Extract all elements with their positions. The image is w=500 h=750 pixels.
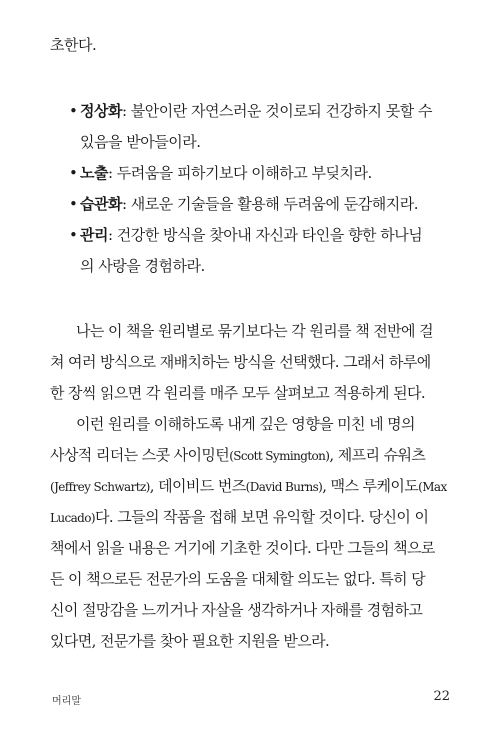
- paragraph-line: 든 이 책으로든 전문가의 도움을 대체할 의도는 없다. 특히 당: [50, 570, 426, 588]
- paragraph-line: 책에서 읽을 내용은 거기에 기초한 것이다. 다만 그들의 책으로: [50, 539, 435, 557]
- paragraph-line: 쳐 여러 방식으로 재배치하는 방식을 선택했다. 그래서 하루에: [50, 353, 431, 371]
- paragraph-line: Lucado)다. 그들의 작품을 접해 보면 유익할 것이다. 당신이 이: [50, 508, 429, 526]
- principle-text: : 건강한 방식을 찾아내 자신과 타인을 향한 하나님: [107, 226, 423, 244]
- list-item: [50, 102, 450, 152]
- paragraph-line: 신이 절망감을 느끼거나 자살을 생각하거나 자해를 경험하고: [50, 601, 423, 619]
- paragraph-line: (Jeffrey Schwartz), 데이비드 번즈(David Burns), 맥스 루케이도(Max: [50, 477, 447, 495]
- paragraph: [50, 322, 450, 403]
- principle-term: 습관화: [80, 195, 122, 213]
- list-item: [50, 226, 450, 276]
- paragraph-line: 이런 원리를 이해하도록 내게 깊은 영향을 미친 네 명의: [76, 415, 415, 433]
- principle-term: 노출: [80, 164, 108, 182]
- principle-term: 정상화: [80, 102, 122, 120]
- principle-text: 의 사랑을 경험하라.: [80, 257, 205, 275]
- bullet-marker: •: [69, 195, 78, 213]
- principle-text: : 두려움을 피하기보다 이해하고 부딪치라.: [107, 164, 372, 182]
- principles-list: [50, 102, 450, 276]
- book-page: [50, 36, 450, 663]
- bullet-marker: •: [69, 102, 78, 120]
- principle-text: : 불안이란 자연스러운 것이로되 건강하지 못할 수: [121, 102, 432, 120]
- list-item: [50, 195, 450, 214]
- principle-term: 관리: [80, 226, 108, 244]
- running-footer-section: 머리말: [52, 696, 81, 707]
- list-item: [50, 164, 450, 183]
- paragraph-line: 사상적 리더는 스콧 사이밍턴(Scott Symington), 제프리 슈워츠: [50, 446, 426, 464]
- paragraph-line: 나는 이 책을 원리별로 묶기보다는 각 원리를 책 전반에 걸: [76, 322, 433, 340]
- paragraph: [50, 415, 450, 651]
- continuation-text: 초한다.: [50, 36, 97, 54]
- bullet-marker: •: [69, 226, 78, 244]
- principle-text: : 새로운 기술들을 활용해 두려움에 둔감해지라.: [121, 195, 418, 213]
- page-number: 22: [433, 689, 450, 704]
- bullet-marker: •: [69, 164, 78, 182]
- principle-text: 있음을 받아들이라.: [80, 133, 201, 151]
- paragraph-line: 있다면, 전문가를 찾아 필요한 지원을 받으라.: [50, 632, 330, 650]
- paragraph-line: 한 장씩 읽으면 각 원리를 매주 모두 살펴보고 적용하게 된다.: [50, 384, 426, 402]
